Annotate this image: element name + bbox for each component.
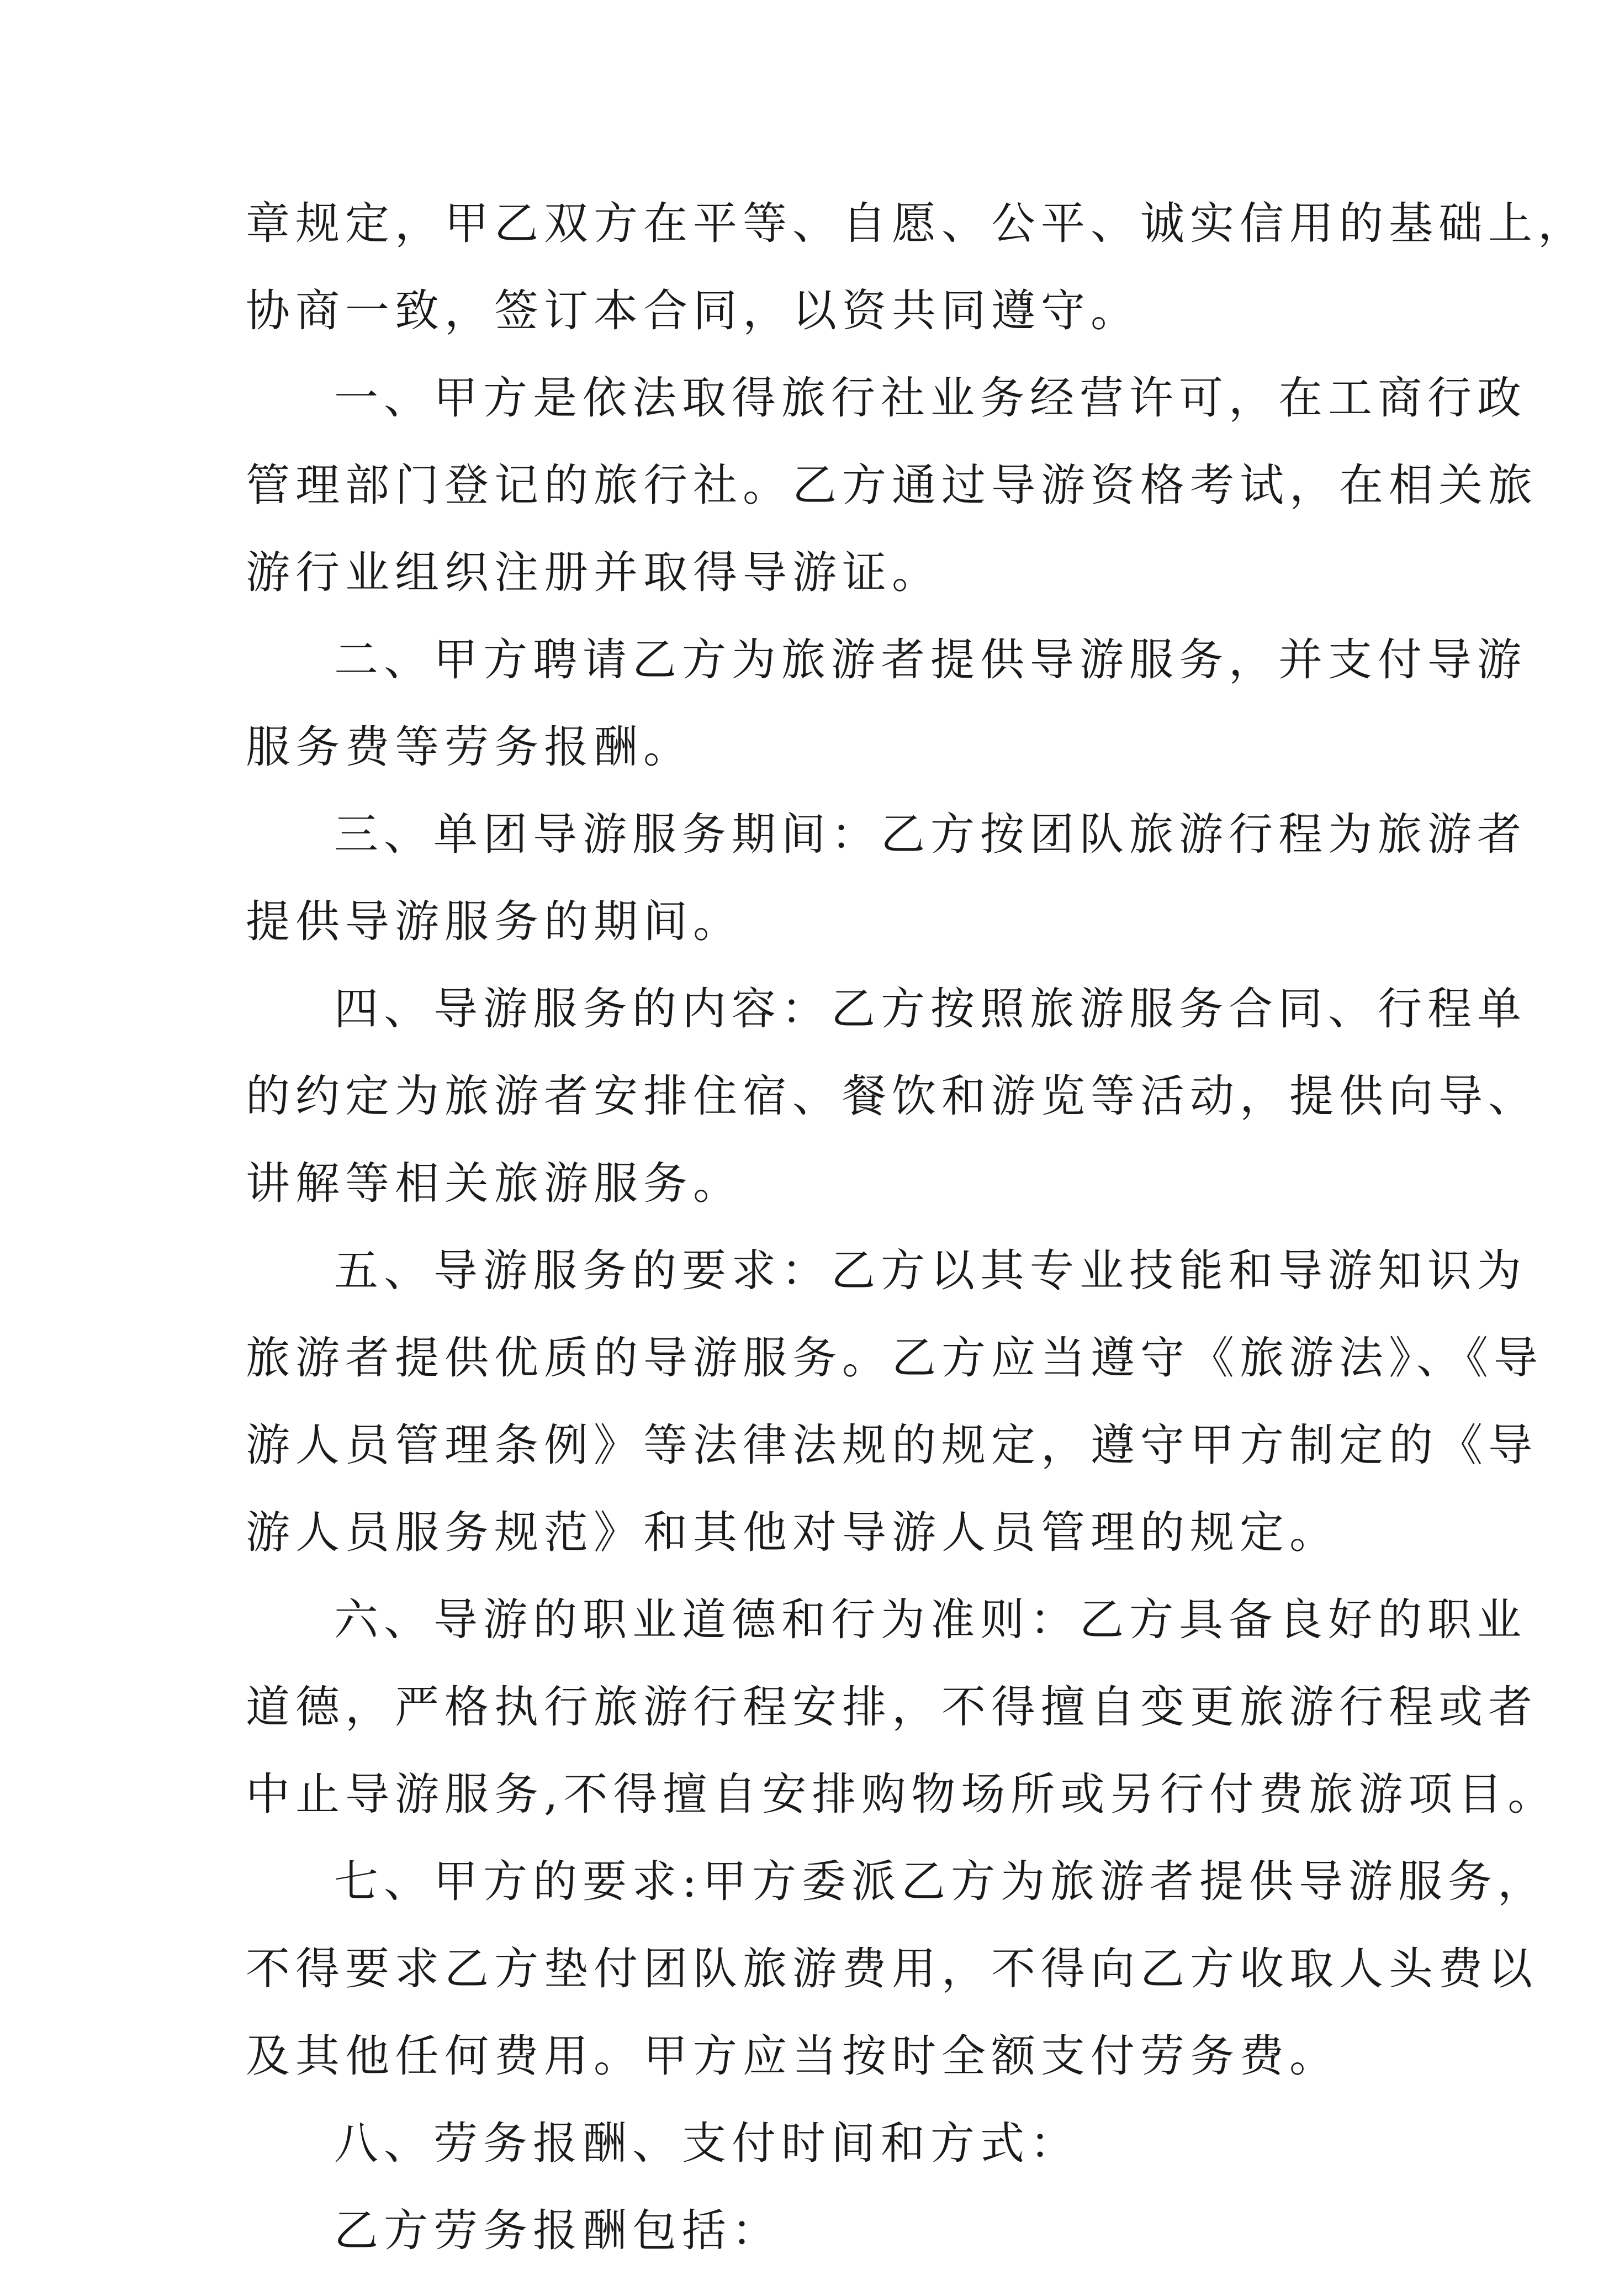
text-line: 游人员服务规范》和其他对导游人员管理的规定。	[246, 1507, 1339, 1558]
text-line: 五、导游服务的要求：乙方以其专业技能和导游知识为	[334, 1245, 1527, 1296]
text-line: 六、导游的职业道德和行为准则：乙方具备良好的职业	[334, 1594, 1527, 1645]
text-line: 协商一致，签订本合同，以资共同遵守。	[246, 285, 1140, 336]
text-line: 一、甲方是依法取得旅行社业务经营许可，在工商行政	[334, 372, 1527, 424]
text-line: 二、甲方聘请乙方为旅游者提供导游服务，并支付导游	[334, 634, 1527, 685]
text-line: 乙方劳务报酬包括：	[334, 2205, 781, 2256]
text-line: 中止导游服务,不得擅自安排购物场所或另行付费旅游项目。	[246, 1769, 1558, 1820]
text-line: 管理部门登记的旅行社。乙方通过导游资格考试，在相关旅	[246, 460, 1538, 511]
text-line: 及其他任何费用。甲方应当按时全额支付劳务费。	[246, 2030, 1339, 2082]
text-line: 章规定，甲乙双方在平等、自愿、公平、诚实信用的基础上，	[246, 198, 1588, 249]
text-line: 的约定为旅游者安排住宿、餐饮和游览等活动，提供向导、	[246, 1070, 1538, 1122]
text-line: 三、单团导游服务期间：乙方按团队旅游行程为旅游者	[334, 809, 1527, 860]
text-line: 八、劳务报酬、支付时间和方式：	[334, 2118, 1080, 2169]
text-line: 旅游者提供优质的导游服务。乙方应当遵守《旅游法》、《导	[246, 1332, 1543, 1384]
text-line: 提供导游服务的期间。	[246, 896, 743, 947]
text-line: 道德，严格执行旅游行程安排，不得擅自变更旅游行程或者	[246, 1681, 1538, 1733]
text-line: 服务费等劳务报酬。	[246, 721, 693, 773]
text-line: 不得要求乙方垫付团队旅游费用，不得向乙方收取人头费以	[246, 1943, 1538, 1994]
text-line: 游人员管理条例》等法律法规的规定，遵守甲方制定的《导	[246, 1419, 1538, 1471]
text-line: 讲解等相关旅游服务。	[246, 1158, 743, 1209]
text-line: 游行业组织注册并取得导游证。	[246, 547, 941, 598]
contract-body	[246, 198, 1588, 2296]
text-line: 四、导游服务的内容：乙方按照旅游服务合同、行程单	[334, 983, 1527, 1034]
text-line: 七、甲方的要求:甲方委派乙方为旅游者提供导游服务，	[334, 1856, 1547, 1907]
